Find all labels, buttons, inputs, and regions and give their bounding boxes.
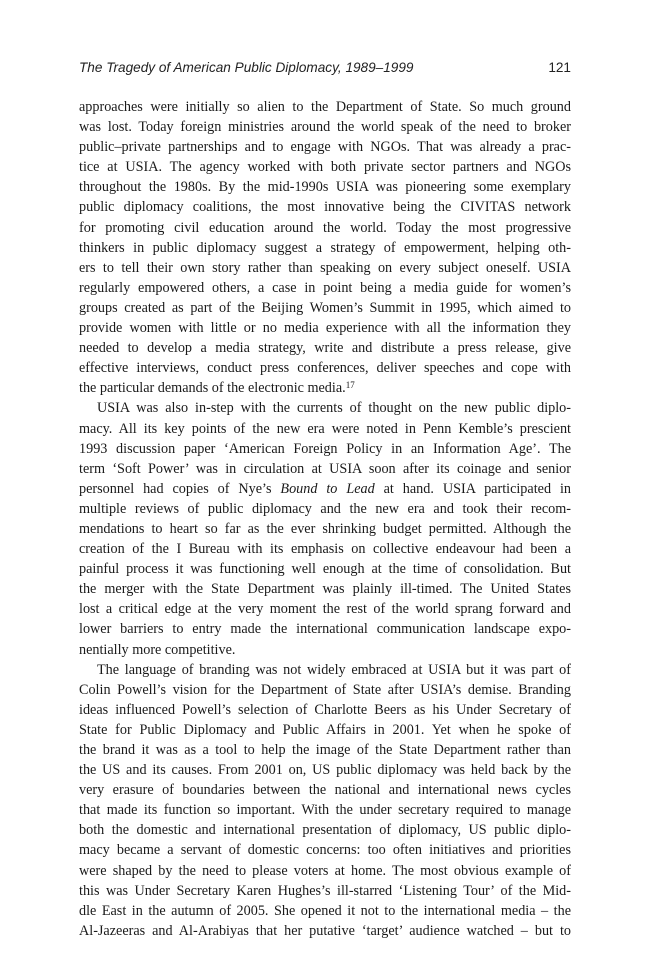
text-line: provide women with little or no media experience with all the information they	[79, 320, 571, 337]
paragraph-3	[79, 660, 571, 941]
text-line: painful process it was functioning well enough at the time of consolidation. But	[79, 561, 571, 578]
running-head	[79, 60, 571, 80]
text-line: The language of branding was not widely embraced at USIA but it was part of	[97, 661, 571, 678]
text-segment: at hand. USIA participated in	[374, 480, 571, 497]
text-line: the US and its causes. From 2001 on, US public diplomacy was held back by the	[79, 762, 571, 779]
text-line: ers to tell their own story rather than speaking on every subject oneself. USIA	[79, 259, 571, 276]
text-line: macy became a servant of domestic concerns: too often initiatives and priorities	[79, 842, 571, 859]
text-line: public–private partnerships and to engage with NGOs. That was already a prac-	[79, 139, 571, 156]
text-line: Colin Powell’s vision for the Department of State after USIA’s demise. Branding	[79, 681, 571, 698]
text-line: public diplomacy coalitions, the most innovative being the CIVITAS network	[79, 199, 571, 216]
text-line: multiple reviews of public diplomacy and the new era and took their recom-	[79, 500, 571, 517]
text-line: ideas influenced Powell’s selection of Charlotte Beers as his Under Secretary of	[79, 701, 571, 718]
text-line: regularly empowered others, a case in point being a media guide for women’s	[79, 279, 571, 296]
text-line	[79, 479, 571, 499]
text-line: for promoting civil education around the world. Today the most progressive	[79, 219, 571, 236]
text-line: were shaped by the need to please voters at home. The most obvious example of	[79, 862, 571, 879]
text-line: term ‘Soft Power’ was in circulation at USIA soon after its coinage and senior	[79, 460, 571, 477]
text-line: approaches were initially so alien to the Department of State. So much ground	[79, 99, 571, 115]
text-line: creation of the I Bureau with its emphasis on collective endeavour had been a	[79, 541, 571, 558]
text-line: needed to develop a media strategy, write and distribute a press release, give	[79, 340, 571, 357]
text-line: the merger with the State Department was plainly ill-timed. The United States	[79, 581, 571, 598]
text-line: macy. All its key points of the new era were noted in Penn Kemble’s prescient	[79, 420, 571, 437]
text-line: was lost. Today foreign ministries around the world speak of the need to broker	[79, 119, 571, 136]
text-segment: personnel had copies of Nye’s	[79, 480, 281, 497]
text-line: very erasure of boundaries between the national and international news cycles	[79, 782, 571, 799]
text-line: that made its function so important. With the under secretary required to manage	[79, 802, 571, 819]
text-line: tice at USIA. The agency worked with both private sector partners and NGOs	[79, 159, 571, 176]
text-segment: the particular demands of the electronic media.	[79, 380, 346, 397]
text-line: effective interviews, conduct press conferences, deliver speeches and cope with	[79, 360, 571, 377]
text-line: both the domestic and international presentation of diplomacy, US public diplo-	[79, 822, 571, 839]
text-line: thinkers in public diplomacy suggest a strategy of empowerment, helping oth-	[79, 239, 571, 256]
text-line: State for Public Diplomacy and Public Affairs in 2001. Yet when he spoke of	[79, 721, 571, 738]
text-line: dle East in the autumn of 2005. She opened it not to the international media – the	[79, 902, 571, 919]
paragraph-1	[79, 97, 571, 398]
text-line: lost a critical edge at the very moment the rest of the world sprang forward and	[79, 601, 571, 618]
text-line: the brand it was as a tool to help the image of the State Department rather than	[79, 742, 571, 758]
text-line: lower barriers to entry made the international communication landscape expo-	[79, 621, 571, 638]
running-title: The Tragedy of American Public Diplomacy, 1989–1999	[79, 60, 414, 75]
page-number: 121	[548, 60, 571, 75]
text-line: mendations to heart so far as the ever shrinking budget permitted. Although the	[79, 520, 571, 537]
text-line: groups created as part of the Beijing Women’s Summit in 1995, which aimed to	[79, 299, 571, 316]
footnote-reference[interactable]: 17	[345, 380, 355, 391]
text-line: this was Under Secretary Karen Hughes’s ill-starred ‘Listening Tour’ of the Mid-	[79, 882, 571, 899]
text-line: 1993 discussion paper ‘American Foreign Policy in an Information Age’. The	[79, 440, 571, 457]
text-line: throughout the 1980s. By the mid-1990s USIA was pioneering some exemplary	[79, 179, 571, 196]
text-line: nentially more competitive.	[79, 641, 236, 658]
book-title: Bound to Lead	[280, 480, 375, 497]
paragraph-2	[79, 398, 571, 659]
body-text	[79, 97, 571, 941]
text-line: Al-Jazeeras and Al-Arabiyas that her putative ‘target’ audience watched – but to	[79, 922, 571, 939]
text-line	[79, 378, 571, 398]
text-line: USIA was also in-step with the currents of thought on the new public diplo-	[97, 400, 571, 417]
